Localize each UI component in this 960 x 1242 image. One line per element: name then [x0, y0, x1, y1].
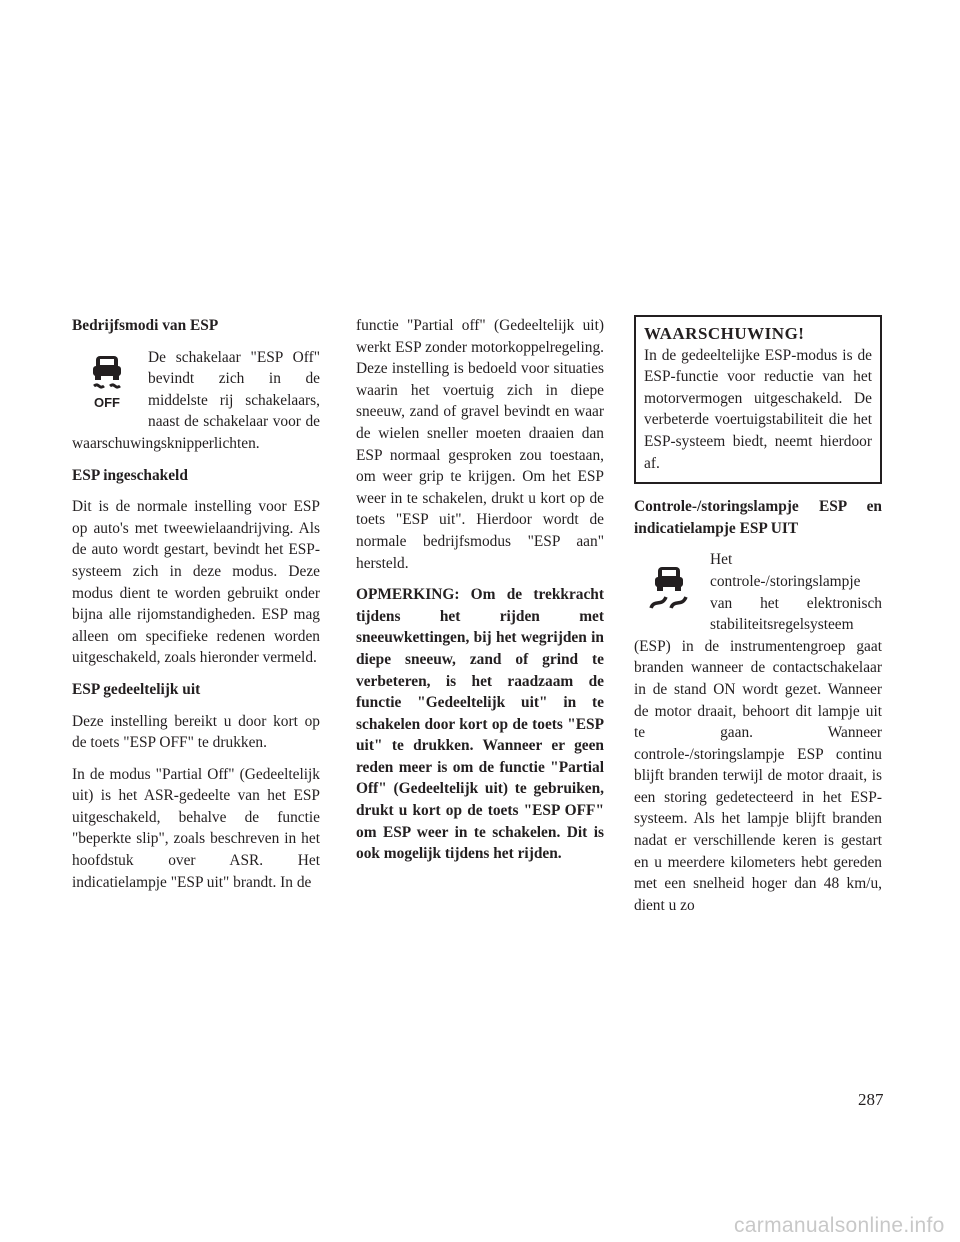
esp-off-icon-label: OFF [94, 394, 120, 410]
warning-box [634, 315, 882, 484]
column-middle [356, 315, 604, 875]
esp-off-icon [78, 351, 136, 415]
column-left [72, 315, 320, 903]
esp-off-switch-block [72, 347, 320, 465]
note-paragraph: OPMERKING: Om de trekkracht tijdens het rijden met sneeuwkettingen, bij het wegrijden in diepe sneeuw, zand of grind te verbeteren, is het raadzaam de functie "Gedeeltelijk uit" in te schakelen door kort op de toets "ESP uit" te drukken. Wanneer er geen reden meer is om de functie "Partial Off" (Gedeeltelijk uit) te gebruiken, drukt u kort op de toets "ESP OFF" om ESP weer in te schakelen. Dit is ook mogelijk tijdens het rijden. [356, 586, 604, 863]
watermark: carmanualsonline.info [734, 1214, 945, 1237]
heading-esp-on: ESP ingeschakeld [72, 466, 188, 484]
column-right [634, 315, 882, 926]
warning-text: In de gedeeltelijke ESP-modus is de ESP-functie voor reductie van het motorvermogen uitgeschakeld. De verbeterde voertuigstabiliteit die het ESP-systeem biedt, neemt hierdoor af. [644, 346, 872, 472]
warning-title: WAARSCHUWING! [644, 324, 805, 343]
paragraph-partial-continued: functie "Partial off" (Gedeeltelijk uit) werkt ESP zonder motorkoppelregeling. Deze instelling is bedoeld voor situaties waarin het voertuig zich in diepe sneeuw, zand of gravel bevindt en waar de wielen sneller moeten draaien dan ESP normaal gesproken zou toestaan, om weer grip te krijgen. Om het ESP weer in te schakelen, drukt u kort op de toets "ESP uit". Hierdoor wordt de normale bedrijfsmodus "ESP aan" hersteld. [356, 317, 604, 572]
paragraph-lamp: Het controle-/storingslampje van het elektronisch stabiliteitsregelsysteem (ESP) in de instrumentengroep gaat branden wanneer de contactschakelaar in de stand ON wordt gezet. Wanneer de motor draait, behoort dit lampje uit te gaan. Wanneer controle-/storingslampje ESP continu blijft branden terwijl de motor draait, is een storing gedetecteerd in het ESP-systeem. Als het lampje blijft branden nadat er verschillende keren is gestart en u meerdere kilometers hebt gereden met een snelheid hoger dan 48 km/u, dient u zo [634, 551, 882, 914]
heading-esp-modes: Bedrijfsmodi van ESP [72, 317, 219, 334]
heading-esp-partial: ESP gedeeltelijk uit [72, 680, 201, 698]
esp-lamp-block [634, 549, 882, 926]
page-number: 287 [858, 1090, 884, 1109]
esp-warning-lamp-icon [640, 563, 698, 627]
paragraph-esp-on: Dit is de normale instelling voor ESP op auto's met tweewielaandrijving. Als de auto wordt gestart, bevindt het ESP-systeem zich in deze modus. Deze modus dient te worden gebruikt onder bijna alle rijomstandigheden. ESP mag alleen om specifieke redenen worden uitgeschakeld, zoals hieronder vermeld. [72, 498, 320, 667]
heading-esp-lamp: Controle-/storingslampje ESP en indicatielampje ESP UIT [634, 498, 882, 537]
paragraph-partial-2: In de modus "Partial Off" (Gedeeltelijk uit) is het ASR-gedeelte van het ESP uitgeschakeld, behalve de functie "beperkte slip", zoals beschreven in het hoofdstuk over ASR. Het indicatielampje "ESP uit" brandt. In de [72, 765, 320, 891]
paragraph-switch-location: De schakelaar "ESP Off" bevindt zich in de middelste rij schakelaars, naast de schakelaar voor de waarschuwingsknipperlichten. [72, 348, 320, 452]
paragraph-partial-1: Deze instelling bereikt u door kort op de toets "ESP OFF" te drukken. [72, 712, 320, 752]
